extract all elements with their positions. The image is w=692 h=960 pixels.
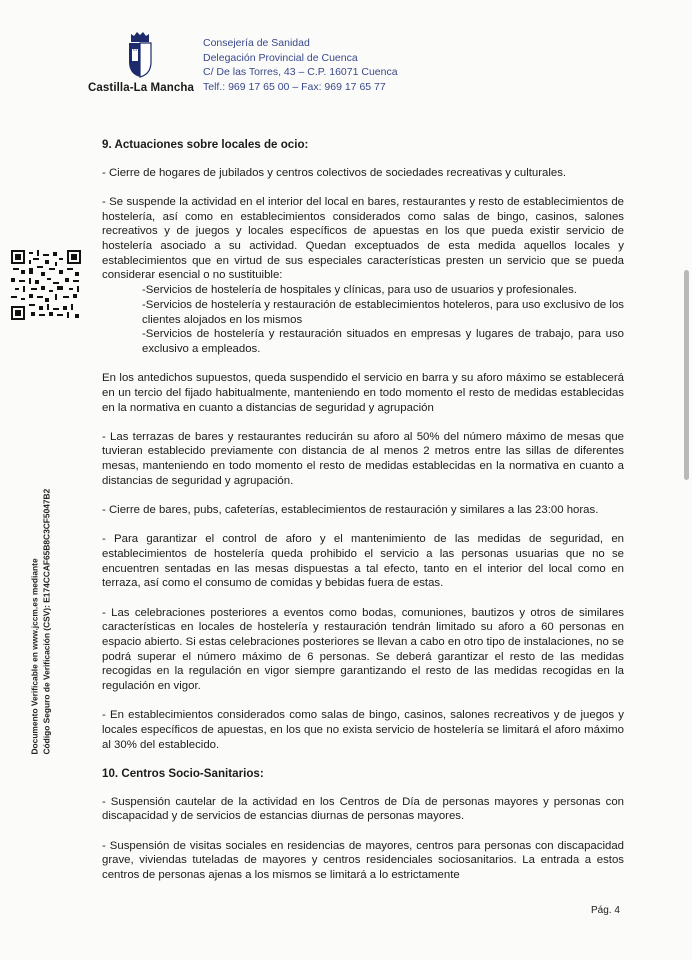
header-line-department: Consejería de Sanidad — [203, 37, 310, 49]
list-item: -Servicios de hostelería de hospitales y clínicas, para uso de usuarios y profesionales. — [142, 284, 577, 297]
paragraph: - Las celebraciones posteriores a eventos como bodas, comuniones, bautizos y otros de similares características en locales de hostelería y restauración tendrán limitado su aforo a 60 personas en espacio abierto. Si estas celebraciones posteriores se llevan a cabo en otro tipo de instalaciones, no se podrá superar el número máximo de 6 personas. Se deberá garantizar el resto de las medidas recogidas en la regulación en vigor siempre garantizando el resto de las medidas recogidas en la regulación en vigor. — [102, 606, 624, 693]
header-address — [203, 36, 398, 94]
exceptions-list — [102, 283, 624, 357]
scrollbar-thumb[interactable] — [684, 270, 689, 480]
header-line-delegation: Delegación Provincial de Cuenca — [203, 51, 358, 64]
paragraph: - Cierre de bares, pubs, cafeterías, establecimientos de restauración y similares a las 23:00 horas. — [102, 504, 599, 517]
paragraph: - En establecimientos considerados como salas de bingo, casinos, salones recreativos y de juegos y locales específicos de apuestas, en los que no exista servicio de hostelería se limitará el aforo máximo al 30% del establecido. — [102, 709, 624, 751]
verification-text — [30, 395, 53, 755]
paragraph: - Para garantizar el control de aforo y el mantenimiento de las medidas de seguridad, en establecimientos de hostelería queda prohibido el servicio a las personas usuarias que no se encuentren sentadas en las mesas dispuestas a tal efecto, tanto en el interior del local como en terraza, así como el consumo de comidas y bebidas fuera de estas. — [102, 533, 624, 590]
paragraph: - Cierre de hogares de jubilados y centros colectivos de sociedades recreativas y culturales. — [102, 166, 567, 179]
paragraph: En los antedichos supuestos, queda suspendido el servicio en barra y su aforo máximo se establecerá en un tercio del fijado habitualmente, manteniendo en todo momento el resto de medidas establecidas en la normativa en cuanto a distancias de seguridad y agrupación — [102, 372, 624, 414]
paragraph: - Se suspende la actividad en el interior del local en bares, restaurantes y resto de establecimientos de hostelería, así como en establecimientos considerados como salas de bingo, casinos, salones recreativos y de juegos y locales específicos de apuestas en los que pueda existir servicio de hostelería asociado a su actividad. Quedan exceptuados de esta medida aquellos locales y establecimientos que en virtud de sus especiales características presten un servicio que se pueda considerar esencial o no sustituible: — [102, 195, 624, 282]
list-item: -Servicios de hostelería y restauración de establecimientos hoteleros, para uso exclusivo de los clientes alojados en los mismos — [142, 298, 624, 326]
castilla-la-mancha-logo — [88, 30, 192, 94]
paragraph-group — [102, 195, 624, 357]
paragraph: - Las terrazas de bares y restaurantes reducirán su aforo al 50% del número máximo de mesas que tuvieran establecido previamente con distancia de al menos 2 metros entre las sillas de diferentes mesas, manteniendo en todo momento el resto de medidas establecidas en la normativa en cuanto a distancias de seguridad y agrupación. — [102, 430, 624, 487]
verification-line-2: Código Seguro de Verificación (CSV): E174CCAF65B8C3CF5047B2 — [41, 488, 51, 755]
paragraph: - Suspensión cautelar de la actividad en los Centros de Día de personas mayores y personas con discapacidad y de servicios de estancias diurnas de personas mayores. — [102, 795, 624, 823]
section-9-title: 9. Actuaciones sobre locales de ocio: — [102, 138, 309, 151]
document-body — [102, 138, 624, 897]
coat-of-arms-icon — [126, 30, 154, 78]
logo-text: Castilla-La Mancha — [88, 82, 194, 94]
header-line-phone: Telf.: 969 17 65 00 – Fax: 969 17 65 77 — [203, 80, 386, 93]
qr-code-icon — [11, 250, 81, 320]
section-10-title: 10. Centros Socio-Sanitarios: — [102, 766, 264, 780]
page-number: Pág. 4 — [591, 905, 620, 916]
verification-line-1: Documento Verificable en www.jccm.es mediante — [29, 558, 40, 755]
list-item: -Servicios de hostelería y restauración situados en empresas y lugares de trabajo, para uso exclusivo a empleados. — [142, 328, 624, 355]
verification-sidebar — [8, 250, 80, 755]
paragraph: - Suspensión de visitas sociales en residencias de mayores, centros para personas con discapacidad grave, viviendas tuteladas de mayores y centros residenciales sociosanitarios. La entrada a estos centros de personas ajenas a los mismos se limitará a lo estrictamente — [102, 839, 624, 881]
header-line-address: C/ De las Torres, 43 – C.P. 16071 Cuenca — [203, 66, 398, 79]
